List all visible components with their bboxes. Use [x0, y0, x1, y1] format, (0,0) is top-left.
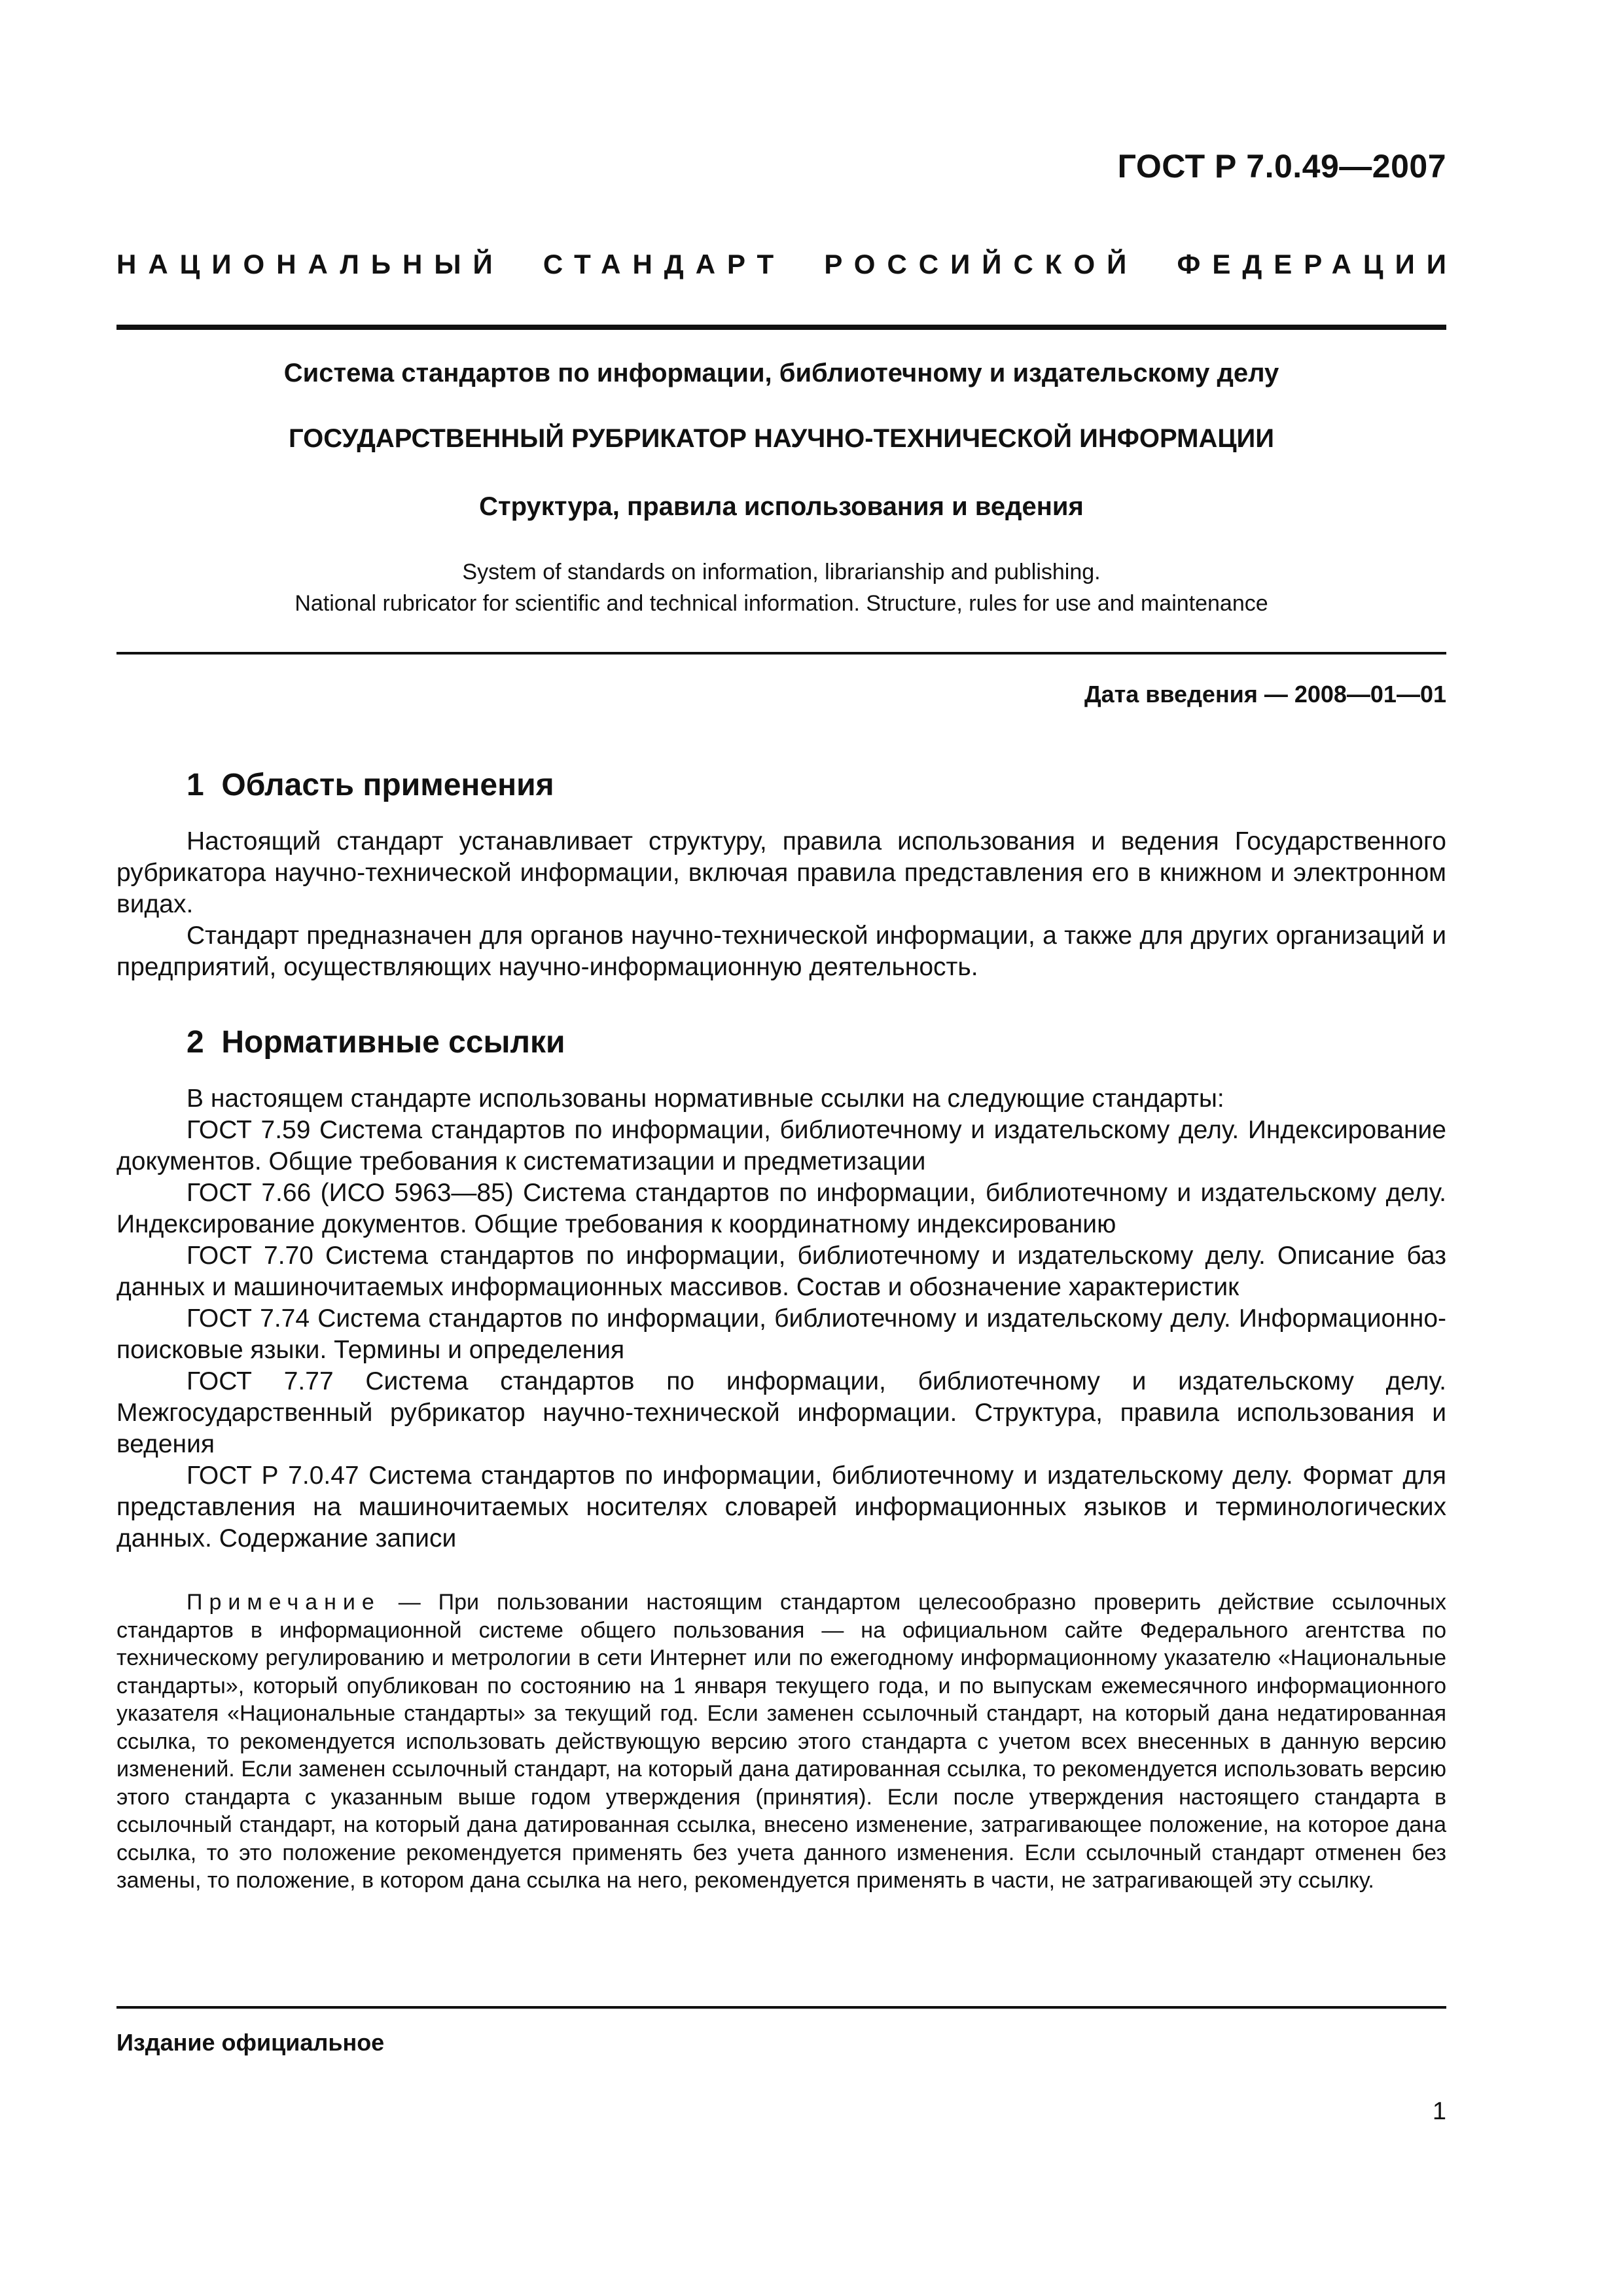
section-scope-body [116, 826, 1446, 983]
main-title: ГОСУДАРСТВЕННЫЙ РУБРИКАТОР НАУЧНО-ТЕХНИЧЕСКОЙ ИНФОРМАЦИИ [288, 424, 1275, 453]
banner-word: НАЦИОНАЛЬНЫЙ [116, 249, 505, 279]
note-label: Примечание [187, 1590, 381, 1615]
edition-label: Издание официальное [116, 2029, 385, 2056]
english-title [116, 556, 1446, 619]
references-intro: В настоящем стандарте использованы нормативные ссылки на следующие стандарты: [187, 1085, 1224, 1113]
reference-item: ГОСТ 7.70 Система стандартов по информации, библиотечному и издательскому делу. Описание баз данных и машиночитаемых информационных массивов. Состав и обозначение характеристик [116, 1242, 1446, 1301]
banner-word: ФЕДЕРАЦИИ [1177, 249, 1458, 279]
national-standard-banner [116, 249, 1458, 280]
english-title-line: System of standards on information, librarianship and publishing. [462, 560, 1101, 584]
reference-item: ГОСТ 7.59 Система стандартов по информации, библиотечному и издательскому делу. Индексирование документов. Общие требования к систематизации и предметизации [116, 1116, 1446, 1175]
banner-word: СТАНДАРТ [543, 249, 786, 279]
reference-item: ГОСТ 7.66 (ИСО 5963—85) Система стандартов по информации, библиотечному и издательскому делу. Индексирование документов. Общие требования к координатному индексированию [116, 1179, 1446, 1238]
section-heading-references: 2 Нормативные ссылки [187, 1025, 565, 1060]
reference-item: ГОСТ 7.74 Система стандартов по информации, библиотечному и издательскому делу. Информационно-поисковые языки. Термины и определения [116, 1304, 1446, 1364]
series-title: Система стандартов по информации, библиотечному и издательскому делу [283, 359, 1279, 387]
note-paragraph [116, 1588, 1446, 1895]
sub-title: Структура, правила использования и ведения [479, 492, 1084, 521]
note-block [116, 1588, 1446, 1895]
top-divider [116, 325, 1446, 330]
title-divider [116, 652, 1446, 655]
note-text: — При пользовании настоящим стандартом целесообразно проверить действие ссылочных стандартов в информационной системе общего пользования — на официальном сайте Федерального агентства по техническому регулированию и метрологии в сети Интернет или по ежегодному информационному указателю «Национальные стандарты», который опубликован по состоянию на 1 января текущего года, и по выпускам ежемесячного информационного указателя «Национальные стандарты» за текущий год. Если заменен ссылочный стандарт, на который дана недатированная ссылка, то рекомендуется использовать действующую версию этого стандарта с учетом всех внесенных в данную версию изменений. Если заменен ссылочный стандарт, на который дана датированная ссылка, то рекомендуется использовать версию этого стандарта с указанным выше годом утверждения (принятия). Если после утверждения настоящего стандарта в ссылочный стандарт, на который дана датированная ссылка, внесено изменение, затрагивающее положение, на которое дана ссылка, то это положение рекомендуется применять без учета данного изменения. Если ссылочный стандарт отменен без замены, то положение, в котором дана ссылка на него, рекомендуется применять в части, не затрагивающей эту ссылку. [116, 1590, 1446, 1893]
section-references-body [116, 1083, 1446, 1554]
document-code: ГОСТ Р 7.0.49—2007 [1117, 148, 1446, 185]
english-title-line: National rubricator for scientific and technical information. Structure, rules for use and maintenance [294, 591, 1268, 616]
reference-item: ГОСТ 7.77 Система стандартов по информации, библиотечному и издательскому делу. Межгосударственный рубрикатор научно-технической информации. Структура, правила использования и ведения [116, 1367, 1446, 1458]
introduction-date: Дата введения — 2008—01—01 [1084, 681, 1446, 708]
paragraph: Стандарт предназначен для органов научно-технической информации, а также для других организаций и предприятий, осуществляющих научно-информационную деятельность. [116, 922, 1446, 981]
banner-word: РОССИЙСКОЙ [824, 249, 1139, 279]
section-heading-scope: 1 Область применения [187, 768, 554, 802]
footer-divider [116, 2006, 1446, 2009]
page-number: 1 [1432, 2098, 1446, 2125]
reference-item: ГОСТ Р 7.0.47 Система стандартов по информации, библиотечному и издательскому делу. Формат для представления на машиночитаемых носителях словарей информационных языков и терминологических данных. Содержание записи [116, 1462, 1446, 1552]
paragraph: Настоящий стандарт устанавливает структуру, правила использования и ведения Государственного рубрикатора научно-технической информации, включая правила представления его в книжном и электронном видах. [116, 827, 1446, 918]
